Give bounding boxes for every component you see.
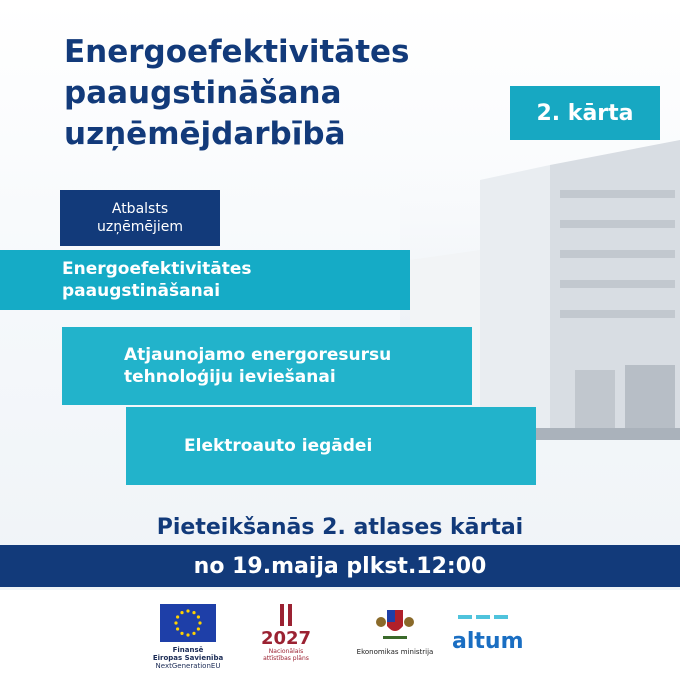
ministry-name: Ekonomikas ministrija	[356, 648, 434, 656]
support-item-renewables	[62, 327, 472, 405]
eu-flag-icon	[160, 604, 216, 642]
eu-line-2: Eiropas Savienība	[152, 654, 224, 662]
support-item-line: Elektroauto iegādei	[184, 436, 373, 456]
support-item-energy-efficiency	[0, 250, 410, 310]
application-date: no 19.maija plkst.12:00	[193, 553, 487, 579]
support-item-line: Energoefektivitātes	[62, 259, 252, 279]
nap-line-2: attīstības plāns	[263, 655, 309, 662]
support-line-1: Atbalsts	[111, 201, 169, 217]
support-item-line: tehnoloģiju ieviešanai	[124, 367, 336, 387]
ministry-logo	[355, 606, 435, 656]
application-date-band	[0, 545, 680, 587]
nap-2027-logo	[258, 604, 314, 662]
altum-mark-icon	[452, 613, 522, 623]
support-item-line: Atjaunojamo energoresursu	[124, 345, 392, 365]
support-label	[60, 190, 220, 246]
title-line-1: Energoefektivitātes	[64, 34, 410, 70]
title-line-2: paaugstināšana	[64, 75, 342, 111]
coat-of-arms-icon	[375, 606, 415, 642]
altum-wordmark: altum	[452, 629, 524, 654]
eu-line-3: NextGenerationEU	[155, 662, 221, 670]
title-line-3: uzņēmējdarbībā	[64, 116, 346, 152]
nap-year: 2027	[260, 628, 312, 649]
support-item-electric-cars	[126, 407, 536, 485]
altum-logo	[452, 608, 532, 654]
eu-line-1: Finansē	[172, 646, 204, 654]
page-title	[64, 32, 410, 155]
round-badge: 2. kārta	[510, 86, 660, 140]
application-heading: Pieteikšanās 2. atlases kārtai	[156, 515, 524, 540]
nap-bars-icon	[276, 604, 296, 626]
footer-logos	[0, 590, 680, 680]
nap-line-1: Nacionālais	[268, 648, 304, 655]
support-item-line: paaugstināšanai	[62, 281, 221, 301]
support-line-2: uzņēmējiem	[97, 219, 183, 235]
eu-funding-text	[140, 646, 236, 670]
